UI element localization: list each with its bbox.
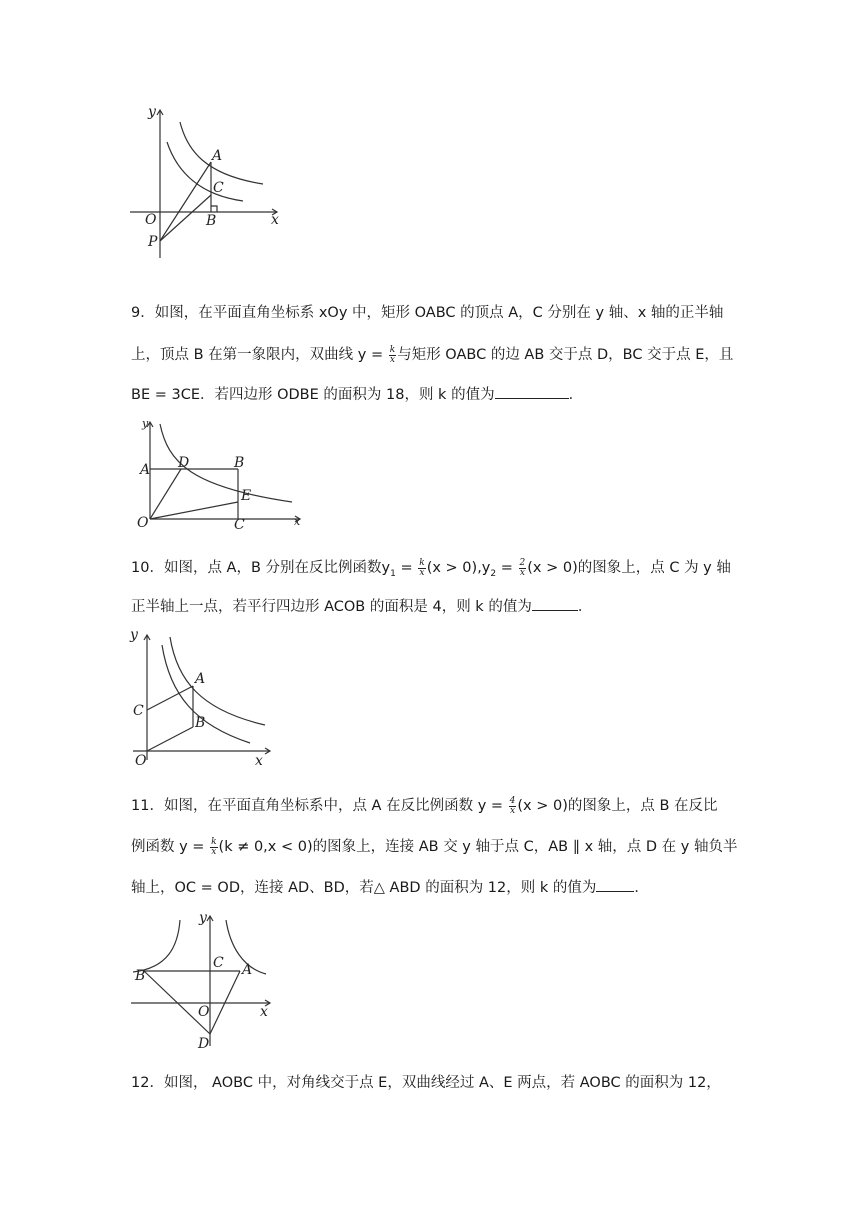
q11-line-1: 11．如图，在平面直角坐标系中，点 A 在反比例函数 y = $\frac{4}{x}$ (x > 0)的图象上，点 B 在反比 bbox=[131, 795, 718, 816]
fig8-label-B: B bbox=[206, 213, 217, 229]
q9-text-2a: 上，顶点 B 在第一象限内，双曲线 y = bbox=[131, 347, 384, 363]
q11-text-3: 轴上，OC = OD，连接 AD、BD，若△ ABD 的面积为 12，则 k 的值为 bbox=[131, 880, 597, 896]
fig9-label-B: B bbox=[234, 455, 245, 471]
q11-fraction-2: $\frac{k}{x}$ bbox=[211, 836, 217, 857]
fig9-label-E: E bbox=[241, 488, 252, 504]
q9-line-3: BE = 3CE．若四边形 ODBE 的面积为 18，则 k 的值为 ． bbox=[131, 384, 583, 405]
q11-number: 11． bbox=[131, 798, 164, 814]
q10-line-2: 正半轴上一点，若平行四边形 ACOB 的面积是 4，则 k 的值为 ． bbox=[131, 596, 592, 617]
fig9-label-y: y bbox=[142, 417, 149, 430]
fig8-label-O: O bbox=[145, 212, 157, 228]
fig10-label-C: C bbox=[133, 703, 144, 719]
q12-line-1 bbox=[131, 1073, 721, 1093]
q9-line-1 bbox=[131, 303, 723, 323]
q9-answer-blank bbox=[495, 384, 569, 399]
q11-line-3: 轴上，OC = OD，连接 AD、BD，若△ ABD 的面积为 12，则 k 的值为 ． bbox=[131, 877, 649, 898]
q12-number: 12． bbox=[131, 1075, 164, 1091]
fig8-label-P: P bbox=[148, 234, 158, 250]
q10-text-2: 正半轴上一点，若平行四边形 ACOB 的面积是 4，则 k 的值为 bbox=[131, 599, 532, 615]
fig10-label-O: O bbox=[135, 753, 147, 769]
q11-line-2: 例函数 y = $\frac{k}{x}$ (k ≠ 0,x < 0)的图象上，连接 AB 交 y 轴于点 C，AB ∥ x 轴，点 D 在 y 轴负半 bbox=[131, 836, 738, 857]
figure-q9 bbox=[130, 412, 310, 532]
fig11-label-B: B bbox=[135, 968, 146, 984]
q10-number: 10． bbox=[131, 560, 164, 576]
fig8-label-A: A bbox=[212, 148, 223, 164]
q9-text-3: BE = 3CE．若四边形 ODBE 的面积为 18，则 k 的值为 bbox=[131, 387, 495, 403]
fig9-label-A: A bbox=[140, 462, 151, 478]
fig11-label-x: x bbox=[260, 1004, 268, 1020]
q9-line-2 bbox=[131, 345, 733, 365]
q9-text-1: 如图，在平面直角坐标系 xOy 中，矩形 OABC 的顶点 A，C 分别在 y 轴、x 轴的正半轴 bbox=[154, 305, 724, 321]
q10-fraction-1: $\frac{k}{x}$ bbox=[419, 557, 425, 578]
q11-answer-blank bbox=[596, 877, 634, 892]
fig11-label-O: O bbox=[198, 1004, 210, 1020]
fig10-label-x: x bbox=[255, 753, 263, 769]
fig11-label-A: A bbox=[242, 962, 253, 978]
fig8-label-x: x bbox=[271, 212, 279, 228]
q11-fraction-1: $\frac{4}{x}$ bbox=[509, 795, 516, 816]
fig10-label-B: B bbox=[195, 715, 206, 731]
fig10-label-A: A bbox=[195, 671, 206, 687]
q9-text-2b: 与矩形 OABC 的边 AB 交于点 D，BC 交于点 E，且 bbox=[397, 347, 734, 363]
q9-number: 9． bbox=[131, 305, 155, 321]
q10-fraction-2: $\frac{2}{x}$ bbox=[519, 557, 526, 578]
fig9-label-x: x bbox=[294, 515, 301, 528]
fig9-label-O: O bbox=[137, 515, 149, 531]
q12-text-1: 如图， AOBC 中，对角线交于点 E，双曲线经过 A、E 两点，若 AOBC 的面积为 12， bbox=[163, 1075, 721, 1091]
figure-q8 bbox=[125, 100, 295, 265]
fig11-label-C: C bbox=[213, 955, 224, 971]
q10-answer-blank bbox=[532, 596, 578, 611]
fig9-label-D: D bbox=[178, 455, 190, 471]
fig10-label-y: y bbox=[130, 627, 138, 643]
figure-q11 bbox=[128, 906, 278, 1054]
fig8-label-C: C bbox=[213, 180, 224, 196]
fig9-label-C: C bbox=[234, 517, 245, 533]
figure-q10 bbox=[125, 625, 275, 770]
fig11-label-D: D bbox=[198, 1036, 210, 1052]
q10-line-1: 10．如图，点 A，B 分别在反比例函数$y_1$ = $\frac{k}{x}$ $(x > 0),y_2$ = $\frac{2}{x}$ (x > 0)的图象上，点 C 为 y 轴 bbox=[131, 557, 731, 579]
fig8-label-y: y bbox=[148, 104, 156, 120]
fig11-label-y: y bbox=[199, 910, 207, 926]
q9-fraction: $\frac{k}{x}$ bbox=[389, 344, 396, 365]
